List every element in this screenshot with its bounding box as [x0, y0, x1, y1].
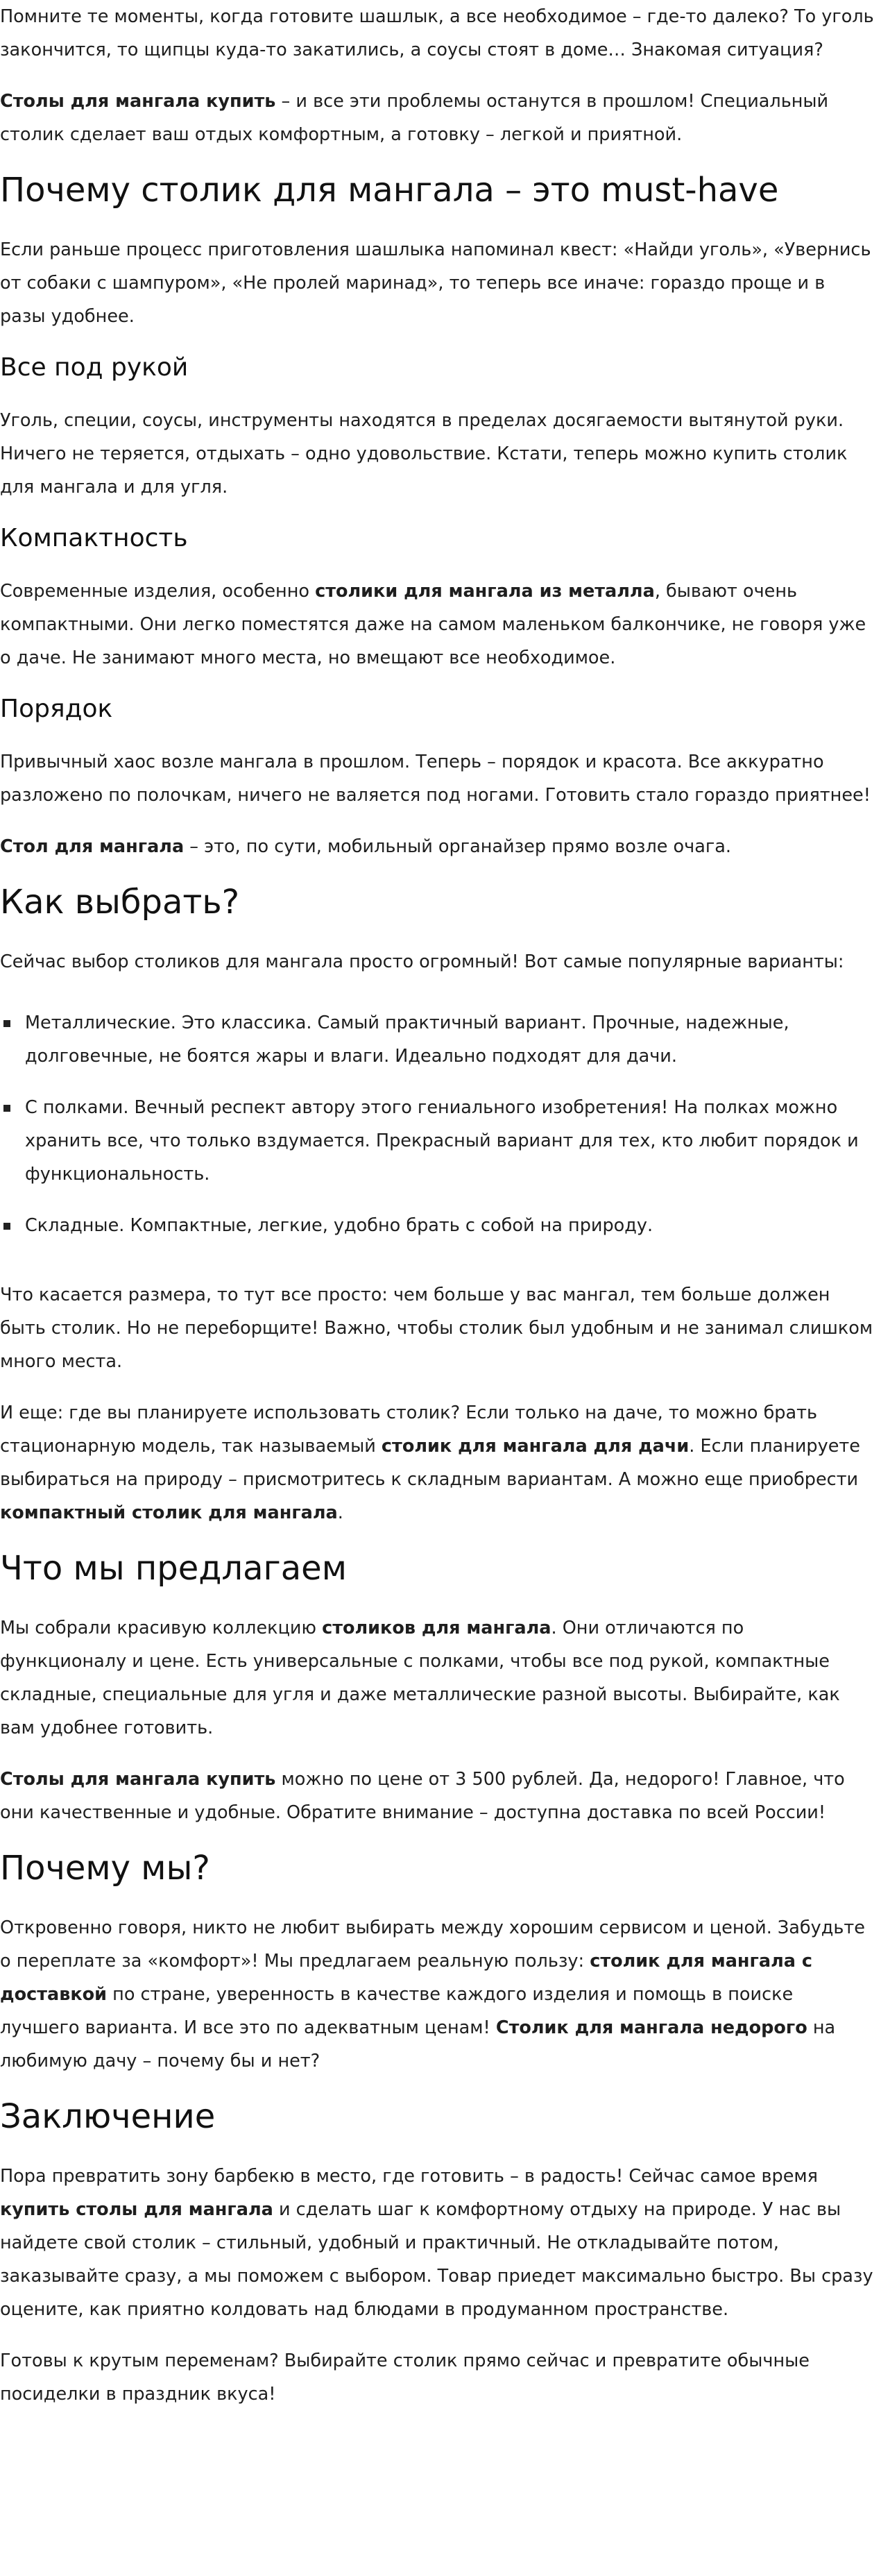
bullet-square-icon [3, 1105, 10, 1112]
list-item: С полками. Вечный респект автору этого гениального изобретения! На полках можно хранить все, что только вздумается. Прекрасный вариант для тех, кто любит порядок и функциональность. [25, 1091, 875, 1191]
bullet-square-icon [3, 1020, 10, 1027]
variants-list [0, 1006, 875, 1242]
why-paragraph: Если раньше процесс приготовления шашлыка напоминал квест: «Найди уголь», «Увернись от собаки с шампуром», «Не пролей маринад», то теперь все иначе: гораздо проще и в разы удобнее. [0, 239, 871, 327]
heading-why-must-have: Почему столик для мангала – это must-have [0, 171, 779, 210]
organizer-paragraph: Стол для мангала – это, по сути, мобильный органайзер прямо возле очага. [0, 836, 731, 857]
bold-keyword: Столы для мангала купить [0, 1769, 276, 1790]
intro-cta-paragraph: Столы для мангала купить – и все эти проблемы останутся в прошлом! Специальный столик сделает ваш отдых комфортным, а готовку – легкой и приятной. [0, 91, 829, 145]
bullet-square-icon [3, 1223, 10, 1230]
offer-paragraph: Мы собрали красивую коллекцию столиков для мангала. Они отличаются по функционалу и цене. Есть универсальные с полками, чтобы все под рукой, компактные складные, специальные для угля и даже металлические разной высоты. Выбирайте, как вам удобнее готовить. [0, 1618, 840, 1738]
conclusion-paragraph: Пора превратить зону барбекю в место, где готовить – в радость! Сейчас самое время купить столы для мангала и сделать шаг к комфортному отдыху на природе. У нас вы найдете свой столик – стильный, удобный и практичный. Не откладывайте потом, заказывайте сразу, а мы поможем с выбором. Товар приедет максимально быстро. Вы сразу оцените, как приятно колдовать над блюдами в продуманном пространстве. [0, 2166, 873, 2320]
list-item: Складные. Компактные, легкие, удобно брать с собой на природу. [25, 1209, 875, 1242]
order-paragraph: Привычный хаос возле мангала в прошлом. Теперь – порядок и красота. Все аккуратно разложено по полочкам, ничего не валяется под ногами. Готовить стало гораздо приятнее! [0, 752, 871, 806]
bold-keyword: столик для мангала с доставкой [0, 1951, 812, 2005]
bold-keyword: Столик для мангала недорого [495, 2017, 807, 2038]
choose-intro-paragraph: Сейчас выбор столиков для мангала просто огромный! Вот самые популярные варианты: [0, 951, 844, 972]
subheading-all-at-hand: Все под рукой [0, 353, 189, 382]
bold-keyword: столиков для мангала [322, 1618, 551, 1638]
heading-how-to-choose: Как выбрать? [0, 883, 240, 922]
why-us-paragraph: Откровенно говоря, никто не любит выбирать между хорошим сервисом и ценой. Забудьте о переплате за «комфорт»! Мы предлагаем реальную пользу: столик для мангала с доставкой по стране, уверенность в качестве каждого изделия и помощь в поиске лучшего варианта. И все это по адекватным ценам! Столик для мангала недорого на любимую дачу – почему бы и нет? [0, 1917, 865, 2071]
bold-keyword: купить столы для мангала [0, 2199, 273, 2220]
final-paragraph: Готовы к крутым переменам? Выбирайте столик прямо сейчас и превратите обычные посиделки в праздник вкуса! [0, 2350, 810, 2405]
heading-why-us: Почему мы? [0, 1849, 210, 1888]
size-paragraph: Что касается размера, то тут все просто: чем больше у вас мангал, тем больше должен быть столик. Но не переборщите! Важно, чтобы столик был удобным и не занимал слишком много места. [0, 1285, 873, 1372]
bold-keyword: столик для мангала для дачи [381, 1436, 690, 1457]
heading-what-we-offer: Что мы предлагаем [0, 1549, 347, 1588]
compactness-paragraph: Современные изделия, особенно столики для мангала из металла, бывают очень компактными. Они легко поместятся даже на самом маленьком балкончике, не говоря уже о даче. Не занимают много места, но вмещают все необходимое. [0, 581, 866, 668]
bold-keyword: Стол для мангала [0, 836, 185, 857]
heading-conclusion: Заключение [0, 2097, 216, 2136]
price-paragraph: Столы для мангала купить можно по цене от 3 500 рублей. Да, недорого! Главное, что они качественные и удобные. Обратите внимание – доступна доставка по всей России! [0, 1769, 845, 1823]
all-at-hand-paragraph: Уголь, специи, соусы, инструменты находятся в пределах досягаемости вытянутой руки. Ничего не теряется, отдыхать – одно удовольствие. Кстати, теперь можно купить столик для мангала и для угля. [0, 410, 848, 498]
subheading-order: Порядок [0, 695, 113, 723]
bold-keyword: Столы для мангала купить [0, 91, 276, 112]
bold-keyword: столики для мангала из металла [315, 581, 655, 602]
intro-paragraph: Помните те моменты, когда готовите шашлык, а все необходимое – где-то далеко? То уголь закончится, то щипцы куда-то закатились, а соусы стоят в доме… Знакомая ситуация? [0, 6, 874, 60]
subheading-compactness: Компактность [0, 524, 188, 552]
bold-keyword: компактный столик для мангала [0, 1502, 338, 1523]
list-item: Металлические. Это классика. Самый практичный вариант. Прочные, надежные, долговечные, не боятся жары и влаги. Идеально подходят для дачи. [25, 1006, 875, 1073]
usage-paragraph: И еще: где вы планируете использовать столик? Если только на даче, то можно брать стационарную модель, так называемый столик для мангала для дачи. Если планируете выбираться на природу – присмотритесь к складным вариантам. А можно еще приобрести компактный столик для мангала. [0, 1403, 860, 1523]
